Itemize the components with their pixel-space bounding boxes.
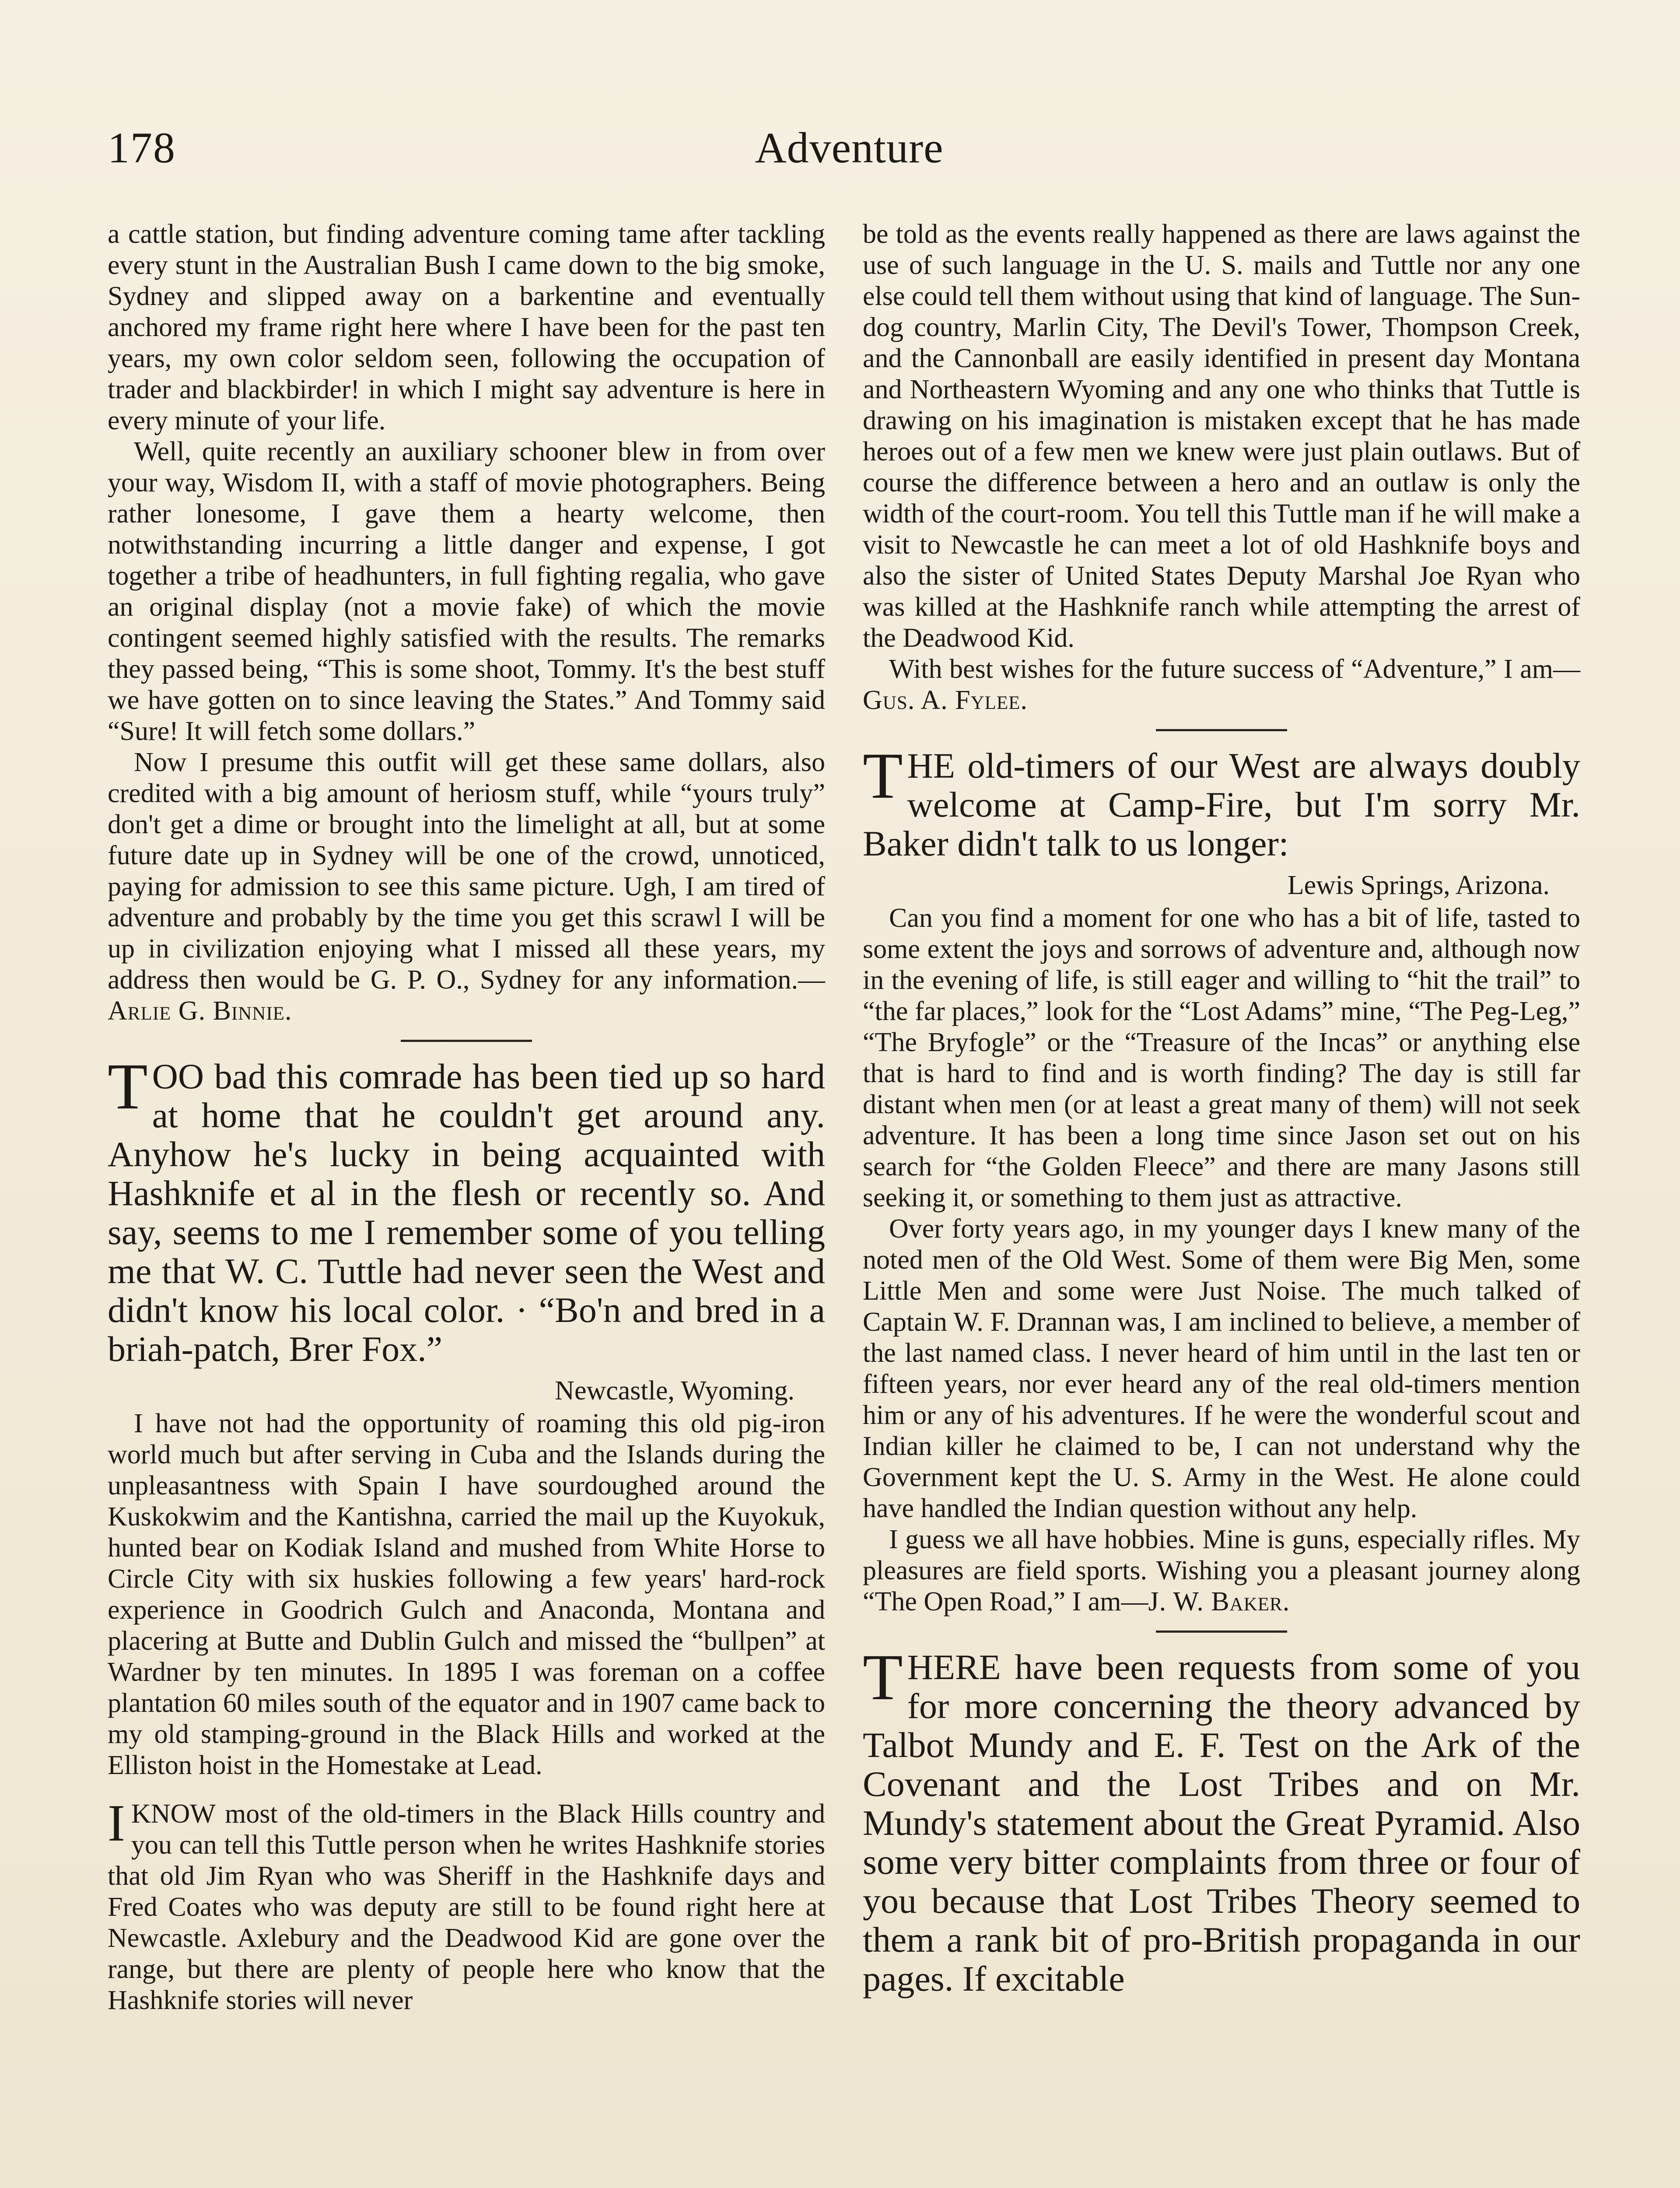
drop-cap: T	[863, 740, 903, 812]
fylee-letter-paragraph: be told as the events really happened as there are laws against the use of such language in the U. S. mails and Tuttle nor any one else could tell them without using that kind of language. The Sun-dog country, Marlin City, The Devil's Tower, Thompson Creek, and the Cannonball are easily identified in present day Montana and Northeastern Wyoming and any one who thinks that Tuttle is drawing on his imagination is mistaken except that he has made heroes out of a few men we knew were just plain outlaws. But of course the difference between a hero and an outlaw is only the width of the court-room. You tell this Tuttle man if he will make a visit to Newcastle he can meet a lot of old Hashknife boys and also the sister of United States Deputy Marshal Joe Ryan who was killed at the Hashknife ranch while attempting the arrest of the Deadwood Kid.	[863, 219, 1580, 653]
baker-letter-paragraph: Over forty years ago, in my younger days I knew many of the noted men of the Old West. Some of them were Big Men, some Little Men and some were Just Noise. The much talked of Captain W. F. Drannan was, I am inclined to believe, a member of the last named class. I never heard of him until in the last ten or fifteen years, nor ever heard any of the real old-timers mention him or any of his adventures. If he were the wonderful scout and Indian killer he claimed to be, I can not understand why the Government kept the U. S. Army in the West. He alone could have handled the Indian question without any help.	[863, 1214, 1580, 1523]
letter-dateline: Newcastle, Wyoming.	[555, 1376, 794, 1406]
drop-cap: I	[108, 1794, 125, 1852]
binnie-letter-paragraph: a cattle station, but finding adventure coming tame after tackling every stunt in the Australian Bush I came down to the big smoke, Sydney and slipped away on a barkentine and eventually anchored my frame right here where I have been for the past ten years, my own color seldom seen, following the occupation of trader and blackbirder! in which I might say adventure is here in every minute of your life.	[108, 219, 825, 435]
editor-intro-tuttle: TOO bad this comrade has been tied up so hard at home that he couldn't get around any. Anyhow he's lucky in being acquainted with Hashknife et al in the flesh or recently so. And say, seems to me I remember some of you telling me that W. C. Tuttle had never seen the West and didn't know his local color. · “Bo'n and bred in a briah-patch, Brer Fox.”	[108, 1050, 825, 1369]
drop-cap: T	[108, 1050, 148, 1123]
baker-letter-paragraph: I guess we all have hobbies. Mine is guns, especially rifles. My pleasures are field sports. Wishing you a pleasant journey along “The Open Road,” I am—J. W. Baker.	[863, 1525, 1580, 1616]
section-divider	[1156, 729, 1287, 731]
drop-cap: T	[863, 1641, 903, 1714]
section-divider	[401, 1040, 532, 1042]
page-number: 178	[108, 123, 176, 172]
running-title: Adventure	[755, 123, 944, 172]
section-divider	[1156, 1630, 1287, 1633]
page-header	[108, 118, 1591, 193]
baker-signature: J. W. Baker.	[1148, 1587, 1290, 1616]
binnie-letter-paragraph: Well, quite recently an auxiliary schooner blew in from over your way, Wisdom II, with a staff of movie photographers. Being rather lonesome, I gave them a hearty welcome, then notwithstanding incurring a little danger and expense, I got together a tribe of headhunters, in full fighting regalia, who gave an original display (not a movie fake) of which the movie contingent seemed highly satisfied with the results. The remarks they passed being, “This is some shoot, Tommy. It's the best stuff we have gotten on to since leaving the States.” And Tommy said “Sure! It will fetch some dollars.”	[108, 437, 825, 746]
binnie-signature: Arlie G. Binnie.	[108, 996, 292, 1026]
fylee-letter-paragraph: IKNOW most of the old-timers in the Black Hills country and you can tell this Tuttle person when he writes Hashknife stories that old Jim Ryan who was Sheriff in the Hashknife days and Fred Coates who was deputy are still to be found right here at Newcastle. Axlebury and the Deadwood Kid are gone over the range, but there are plenty of people here who know that the Hashknife stories will never	[108, 1794, 825, 2015]
binnie-letter-paragraph: Now I presume this outfit will get these same dollars, also credited with a big amount of heriosm stuff, while “yours truly” don't get a dime or brought into the limelight at all, but at some future date up in Sydney will be one of the crowd, unnoticed, paying for admission to see this same picture. Ugh, I am tired of adventure and probably by the time you get this scrawl I will be up in civilization enjoying what I missed all these years, my address then would be G. P. O., Sydney for any information.—Arlie G. Binnie.	[108, 747, 825, 1026]
fylee-letter-paragraph: I have not had the opportunity of roaming this old pig-iron world much but after serving in Cuba and the Islands during the unpleasantness with Spain I have sourdoughed around the Kuskokwim and the Kantishna, carried the mail up the Kuyokuk, hunted bear on Kodiak Island and mushed from White Horse to Circle City with six huskies following a few years' hard-rock experience in Goodrich Gulch and Anaconda, Montana and placering at Butte and Dublin Gulch and missed the “bullpen” at Wardner by ten minutes. In 1895 I was foreman on a coffee plantation 60 miles south of the equator and in 1907 came back to my old stamping-ground in the Black Hills and worked at the Elliston hoist in the Homestake at Lead.	[108, 1409, 825, 1780]
fylee-signature: Gus. A. Fylee.	[863, 685, 1028, 715]
baker-letter-paragraph: Can you find a moment for one who has a bit of life, tasted to some extent the joys and sorrows of adventure and, although now in the evening of life, is still eager and willing to “hit the trail” to “the far places,” look for the “Lost Adams” mine, “The Peg-Leg,” “The Bryfogle” or the “Treasure of the Incas” or anything else that is hard to find and is worth finding? The day is still far distant when men (or at least a great many of them) will not seek adventure. It has been a long time since Jason set out on his search for “the Golden Fleece” and there are many Jasons still seeking it, or something to them just as attractive.	[863, 903, 1580, 1213]
letter-dateline: Lewis Springs, Arizona.	[1287, 870, 1550, 900]
left-column	[108, 219, 825, 2016]
right-column	[863, 219, 1580, 2002]
editor-intro-baker: THE old-timers of our West are always doubly welcome at Camp-Fire, but I'm sorry Mr. Baker didn't talk to us longer:	[863, 740, 1580, 863]
editor-intro-mundy: THERE have been requests from some of you for more concerning the theory advanced by Talbot Mundy and E. F. Test on the Ark of the Covenant and the Lost Tribes and on Mr. Mundy's statement about the Great Pyramid. Also some very bitter complaints from three or four of you because that Lost Tribes Theory seemed to them a rank bit of pro-British propaganda in our pages. If excitable	[863, 1641, 1580, 1999]
fylee-closing: With best wishes for the future success of “Adventure,” I am—Gus. A. Fylee.	[863, 654, 1580, 715]
